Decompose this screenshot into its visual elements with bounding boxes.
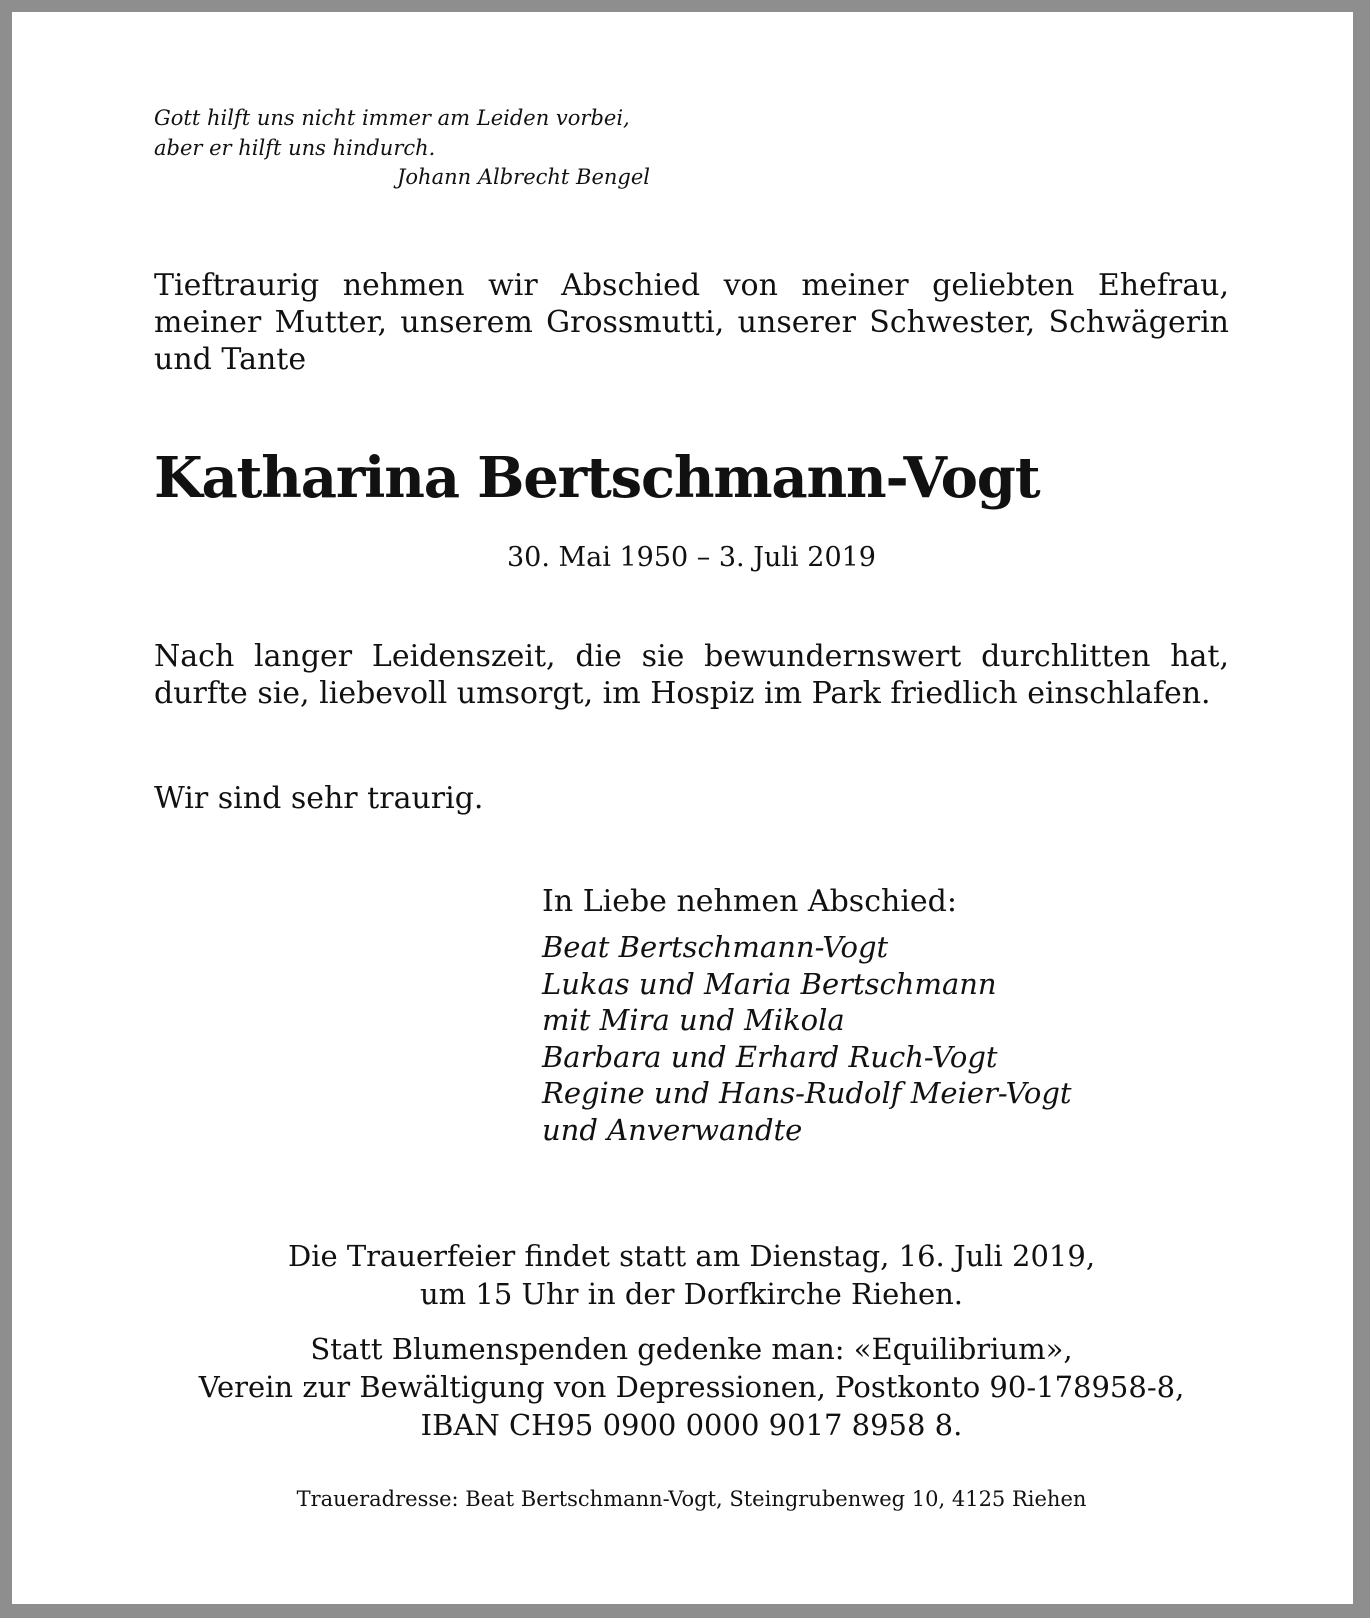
donation-line: IBAN CH95 0900 0000 9017 8958 8. [420,1408,963,1442]
motto-line: Gott hilft uns nicht immer am Leiden vorbei, [154,106,630,130]
sad-statement: Wir sind sehr traurig. [154,781,484,816]
mourner-name: Lukas und Maria Bertschmann [542,966,997,1001]
motto-author: Johann Albrecht Bengel [397,165,650,189]
deceased-name: Katharina Bertschmann-Vogt [154,445,1040,511]
intro-text: Tieftraurig nehmen wir Abschied von meiner geliebten Ehefrau, meiner Mutter, unserem Grossmutti, unserer Schwester, Schwägerin und Tante [154,268,1229,377]
obituary-notice [12,12,1353,1604]
service-line: Die Trauerfeier findet statt am Dienstag, 16. Juli 2019, [287,1239,1096,1273]
funeral-service-info [154,1237,1229,1313]
service-line: um 15 Uhr in der Dorfkirche Riehen. [419,1277,963,1311]
donation-line: Statt Blumenspenden gedenke man: «Equilibrium», [310,1332,1073,1366]
mourner-name: Regine und Hans-Rudolf Meier-Vogt [542,1076,1072,1110]
mourner-name: und Anverwandte [542,1112,803,1147]
mourner-name: Beat Bertschmann-Vogt [542,930,889,964]
mourning-address: Traueradresse: Beat Bertschmann-Vogt, Steingrubenweg 10, 4125 Riehen [296,1487,1087,1511]
mourners-list [542,929,1072,1148]
donation-info [154,1330,1229,1444]
motto-quote [154,103,714,163]
mourner-name: Barbara und Erhard Ruch-Vogt [542,1039,998,1074]
passing-text: Nach langer Leidenszeit, die sie bewundernswert durchlitten hat, durfte sie, liebevoll umsorgt, im Hospiz im Park friedlich einschlafen. [154,639,1229,711]
motto-line: aber er hilft uns hindurch. [154,136,436,160]
donation-line: Verein zur Bewältigung von Depressionen, Postkonto 90-178958-8, [198,1370,1185,1404]
mourners-heading: In Liebe nehmen Abschied: [542,884,957,919]
life-dates: 30. Mai 1950 – 3. Juli 2019 [507,542,876,573]
mourner-name: mit Mira und Mikola [542,1003,845,1037]
